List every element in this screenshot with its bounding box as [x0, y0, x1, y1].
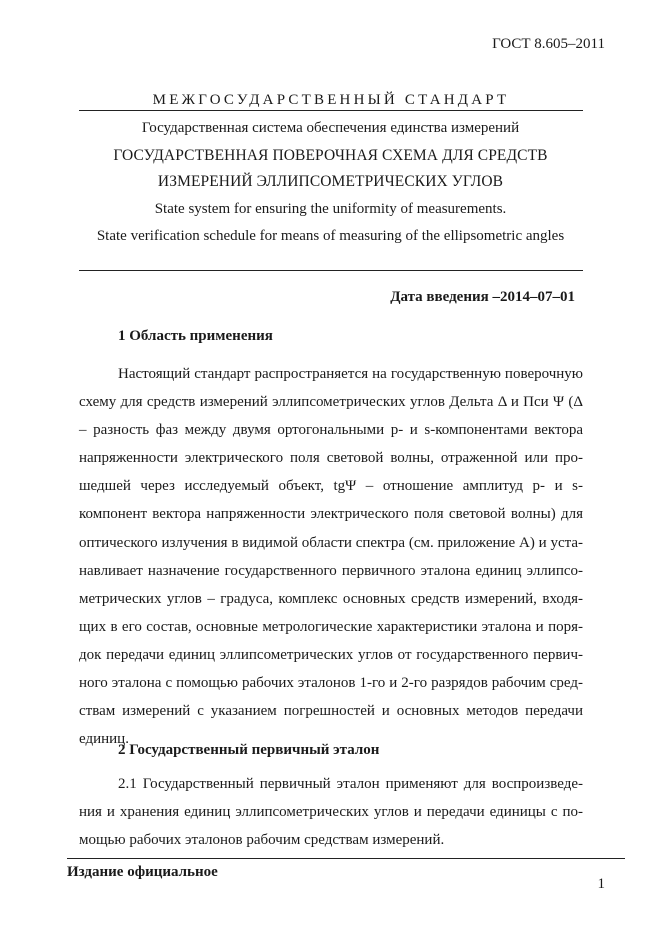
introduction-date: Дата введения –2014–07–01 — [390, 289, 575, 305]
system-title-ru: Государственная система обеспечения единства измерений — [141, 120, 520, 136]
title-bottom-rule — [79, 270, 583, 271]
footer-rule — [67, 858, 625, 859]
title-top-rule — [79, 110, 583, 111]
section-1-title: 1 Область применения — [118, 328, 273, 344]
document-title-ru-line-1: ГОСУДАРСТВЕННАЯ ПОВЕРОЧНАЯ СХЕМА ДЛЯ СРЕДСТВ — [113, 147, 548, 164]
system-title-en: State system for ensuring the uniformity of measurements. — [154, 201, 507, 217]
official-edition-label: Издание официальное — [67, 864, 218, 880]
document-title-ru-line-2: ИЗМЕРЕНИЙ ЭЛЛИПСОМЕТРИЧЕСКИХ УГЛОВ — [157, 173, 504, 190]
section-2-title: 2 Государственный первичный эталон — [118, 742, 380, 758]
page-number: 1 — [597, 876, 605, 892]
section-1-paragraph: Настоящий стандарт распространяется на государственную поверочную схему для средств измерений эллипсометрических углов Дельта Δ и Пси Ψ (Δ – разность фаз между двумя ортогональными p- и s-компонентами вектора напряженности электрического поля световой волны, отраженной или прошедшей через исследуемый объект, tgΨ – отношение амплитуд p- и s-компонент вектора напряженности электрического поля световой волны) для оптического излучения в видимой области спектра (см. приложение А) и устанавливает назначение государственного первичного эталона единиц эллипсометрических углов – градуса, комплекс основных средств измерений, входящих в его состав, основные метрологические характеристики эталона и порядок передачи единиц эллипсометрических углов от государственного первичного эталона с помощью рабочих эталонов 1-го и 2-го разрядов рабочим средствам измерений с указанием погрешностей и основных методов передачи единиц. — [79, 366, 583, 748]
document-code: ГОСТ 8.605–2011 — [492, 36, 605, 52]
document-title-en: State verification schedule for means of measuring of the ellipsometric angles — [96, 228, 565, 244]
standard-label: МЕЖГОСУДАРСТВЕННЫЙ СТАНДАРТ — [152, 92, 510, 108]
section-2-paragraph: 2.1 Государственный первичный эталон применяют для воспроизведения и хранения единиц эллипсометрических углов и передачи единицы с помощью рабочих эталонов рабочим средствам измерений. — [79, 776, 583, 849]
